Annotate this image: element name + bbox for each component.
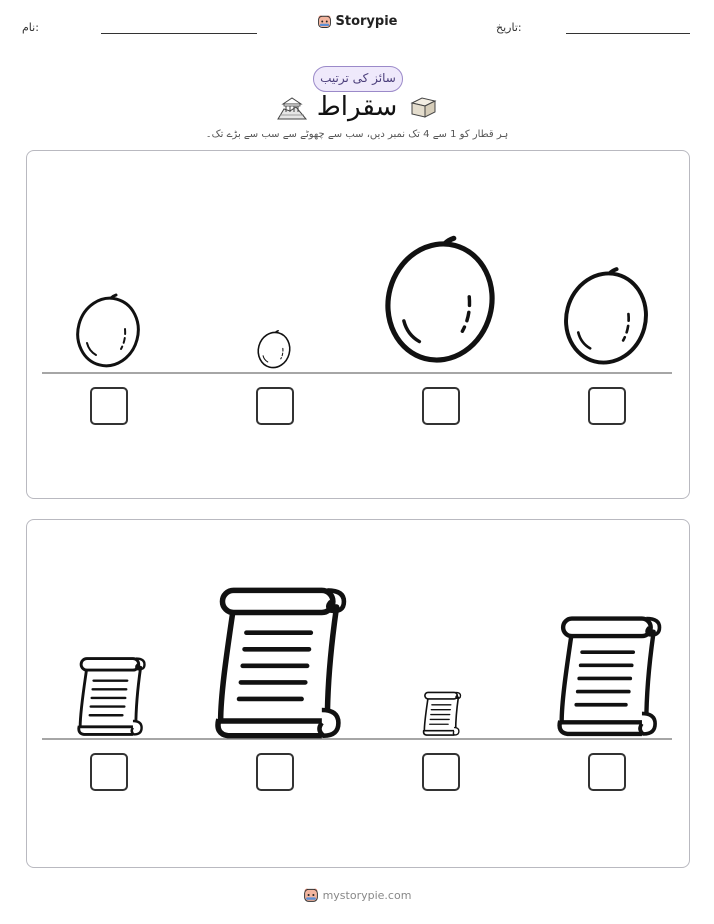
date-line[interactable]	[566, 33, 690, 34]
plum-icon-4	[556, 264, 656, 371]
scroll-answer-box-1[interactable]	[90, 753, 128, 791]
name-line[interactable]	[101, 33, 257, 34]
scroll-icon-2	[218, 590, 344, 735]
plum-answer-box-4[interactable]	[588, 387, 626, 425]
footer-url: mystorypie.com	[322, 888, 412, 902]
category-badge: سائز کی ترتیب	[313, 66, 403, 92]
scroll-icon-4	[560, 619, 660, 734]
plum-answer-box-3[interactable]	[422, 387, 460, 425]
plum-icon-1	[70, 291, 146, 372]
name-label: نام:	[22, 21, 39, 34]
page-title: سقراط	[316, 92, 398, 122]
instruction-text: ہر قطار کو 1 سے 4 تک نمبر دیں، سب سے چھوٹے سے سب سے بڑے تک۔	[205, 129, 509, 140]
plum-answer-box-2[interactable]	[256, 387, 294, 425]
stone-block-icon	[408, 94, 438, 120]
storypie-logo-icon	[317, 14, 332, 29]
brand-name: Storypie	[335, 14, 398, 29]
storypie-footer-logo-icon	[303, 887, 319, 903]
plum-icon-2	[254, 329, 293, 371]
scroll-answer-box-4[interactable]	[588, 753, 626, 791]
footer	[0, 887, 714, 903]
plum-answer-box-1[interactable]	[90, 387, 128, 425]
plum-icon-3	[375, 232, 505, 372]
scroll-row-drawing	[26, 519, 688, 866]
scroll-answer-box-2[interactable]	[256, 753, 294, 791]
scroll-icon-1	[79, 659, 145, 735]
scroll-answer-box-3[interactable]	[422, 753, 460, 791]
date-label: تاریخ:	[496, 21, 522, 34]
plum-row-drawing	[26, 150, 688, 497]
scroll-icon-3	[424, 692, 461, 735]
brand	[0, 14, 714, 29]
